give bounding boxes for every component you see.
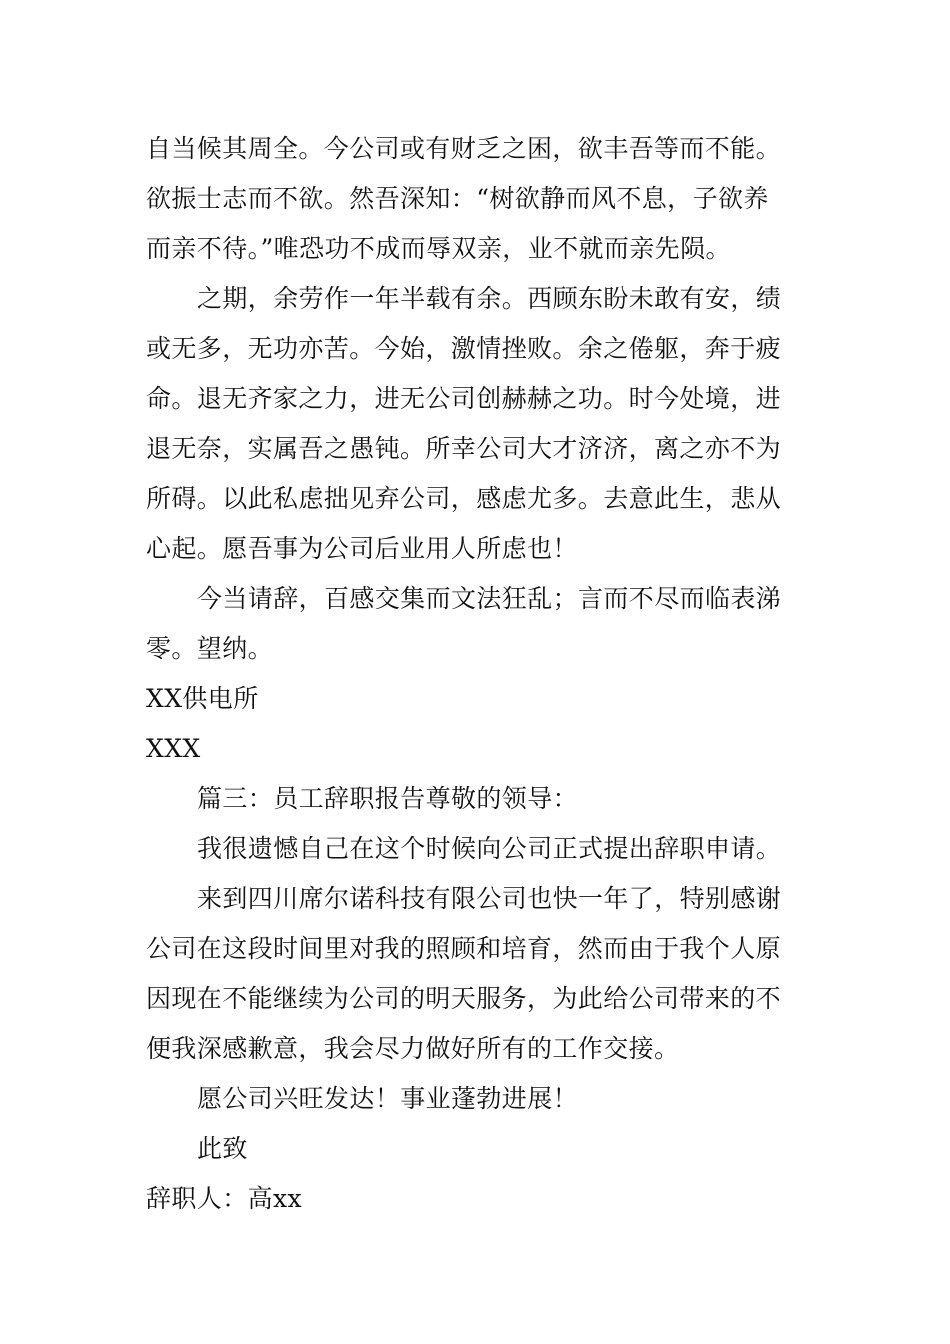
text-line: 今当请辞，百感交集而文法狂乱；言而不尽而临表涕 — [197, 584, 782, 613]
text-line: 自当候其周全。今公司或有财乏之困，欲丰吾等而不能。 — [146, 134, 782, 163]
signature-name: XXX — [146, 734, 201, 763]
text-line: 便我深感歉意，我会尽力做好所有的工作交接。 — [146, 1034, 680, 1063]
text-line: 心起。愿吾事为公司后业用人所虑也！ — [146, 534, 578, 563]
text-line: 而亲不待。”唯恐功不成而辱双亲，业不就而亲先陨。 — [146, 234, 731, 263]
signature-org: XX供电所 — [146, 684, 259, 713]
text-line: 欲振士志而不欲。然吾深知：“树欲静而风不息，子欲养 — [146, 184, 769, 213]
text-line: 来到四川席尔诺科技有限公司也快一年了，特别感谢 — [197, 884, 782, 913]
text-line: 之期，余劳作一年半载有余。西顾东盼未敢有安，绩 — [197, 284, 782, 313]
text-line: 零。望纳。 — [146, 634, 274, 663]
section-heading: 篇三：员工辞职报告尊敬的领导： — [197, 784, 579, 813]
resigner-line: 辞职人：高xx — [146, 1184, 302, 1213]
text-line: 退无奈，实属吾之愚钝。所幸公司大才济济，离之亦不为 — [146, 434, 782, 463]
text-line: 命。退无齐家之力，进无公司创赫赫之功。时今处境，进 — [146, 384, 782, 413]
text-line: 愿公司兴旺发达！事业蓬勃进展！ — [197, 1084, 579, 1113]
text-line: 或无多，无功亦苦。今始，激情挫败。余之倦躯，奔于疲 — [146, 334, 782, 363]
closing-line: 此致 — [197, 1134, 248, 1163]
text-line: 我很遗憾自己在这个时候向公司正式提出辞职申请。 — [197, 834, 782, 863]
text-line: 因现在不能继续为公司的明天服务，为此给公司带来的不 — [146, 984, 782, 1013]
text-line: 所碍。以此私虑拙见弃公司，感虑尤多。去意此生，悲从 — [146, 484, 782, 513]
text-line: 公司在这段时间里对我的照顾和培育，然而由于我个人原 — [146, 934, 782, 963]
